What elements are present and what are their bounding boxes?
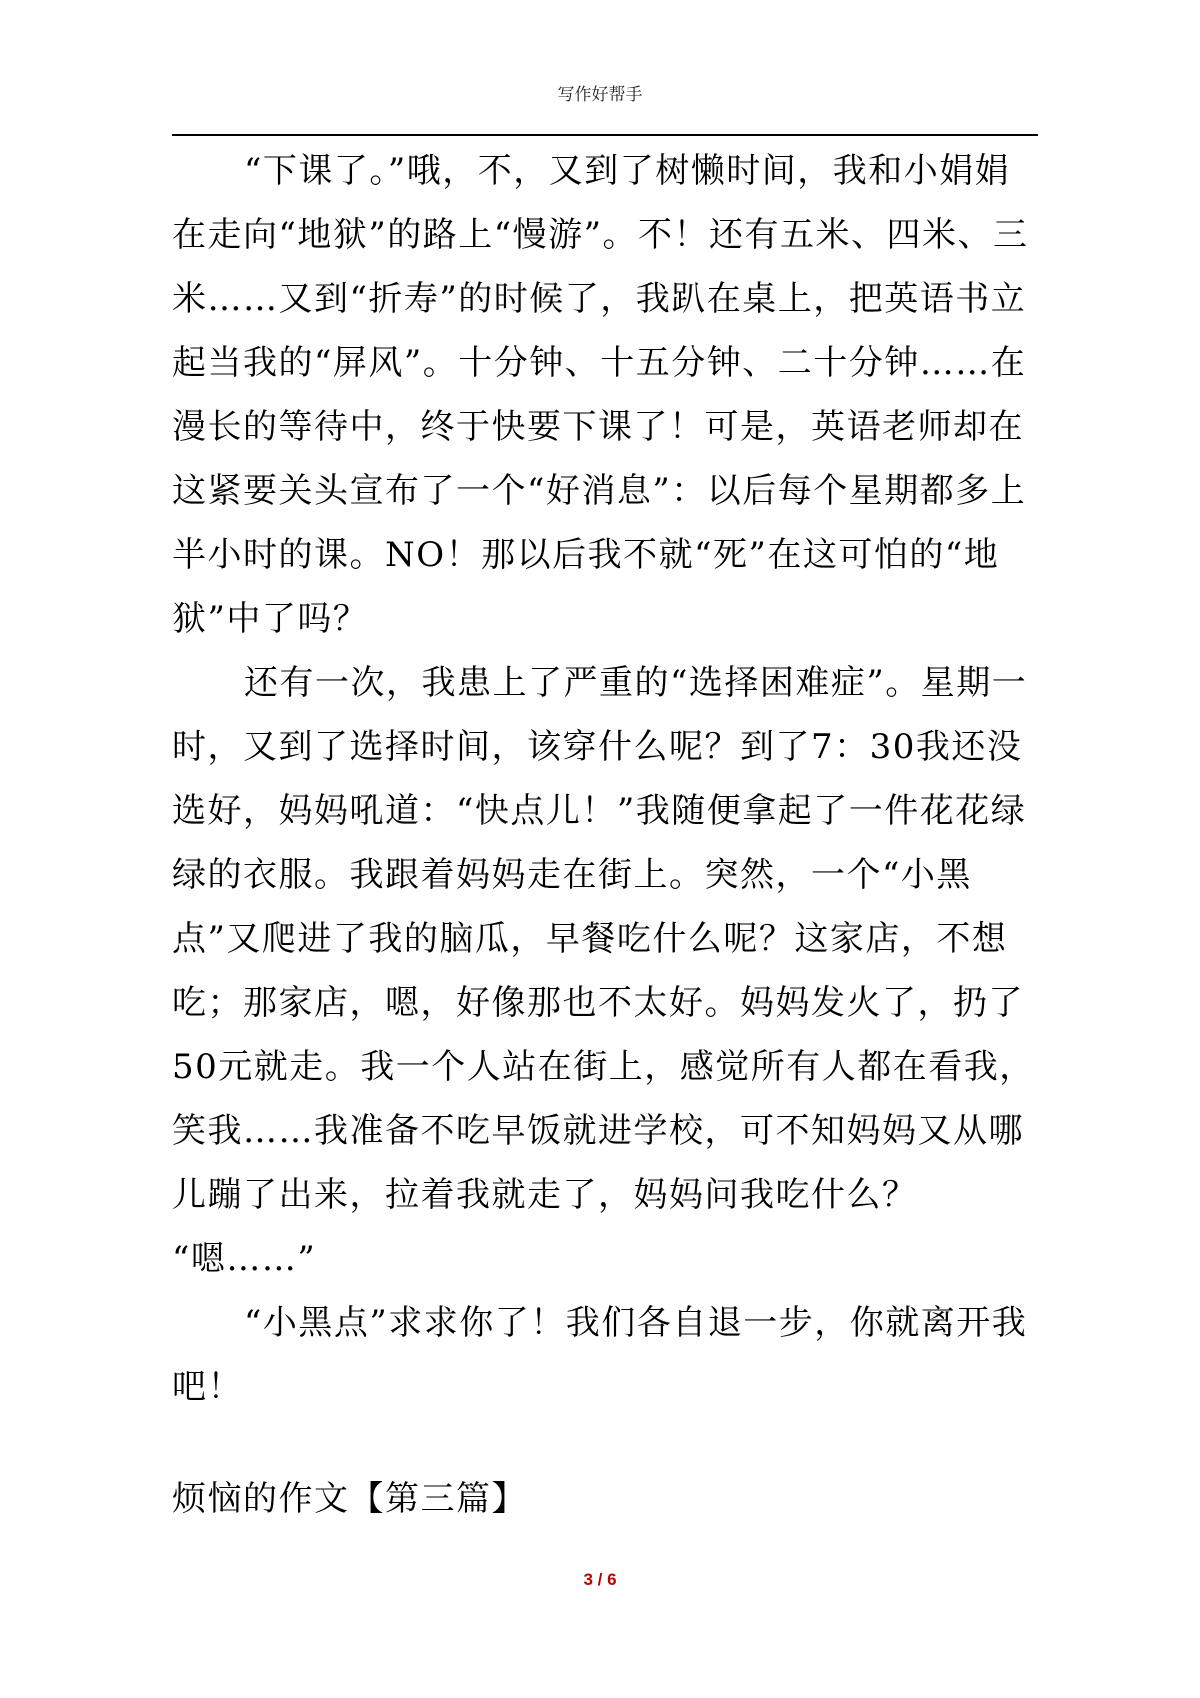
- header-divider: [172, 134, 1038, 136]
- paragraph-1: “下课了。”哦，不，又到了树懒时间，我和小娟娟在走向“地狱”的路上“慢游”。不！还有五米、四米、三米……又到“折寿”的时候了，我趴在桌上，把英语书立起当我的“屏风”。十分钟、十五分钟、二十分钟……在漫长的等待中，终于快要下课了！可是，英语老师却在这紧要关头宣布了一个“好消息”：以后每个星期都多上半小时的课。NO！那以后我不就“死”在这可怕的“地狱”中了吗？: [172, 151, 1029, 639]
- page-number: 3 / 6: [583, 1570, 617, 1589]
- document-body: [172, 139, 1038, 1419]
- page-header-title: 写作好帮手: [557, 85, 643, 105]
- section-heading: 烦恼的作文【第三篇】: [172, 1479, 527, 1519]
- paragraph-3: “嗯……”: [172, 1239, 317, 1279]
- paragraph-2: 还有一次，我患上了严重的“选择困难症”。星期一时，又到了选择时间，该穿什么呢？到了7：30我还没选好，妈妈吼道：“快点儿！”我随便拿起了一件花花绿绿的衣服。我跟着妈妈走在街上。突然，一个“小黑点”又爬进了我的脑瓜，早餐吃什么呢？这家店，不想吃；那家店，嗯，好像那也不太好。妈妈发火了，扔了50元就走。我一个人站在街上，感觉所有人都在看我，笑我……我准备不吃早饭就进学校，可不知妈妈又从哪儿蹦了出来，拉着我就走了，妈妈问我吃什么？: [172, 663, 1035, 1215]
- paragraph-4: “小黑点”求求你了！我们各自退一步，你就离开我吧！: [172, 1303, 1028, 1407]
